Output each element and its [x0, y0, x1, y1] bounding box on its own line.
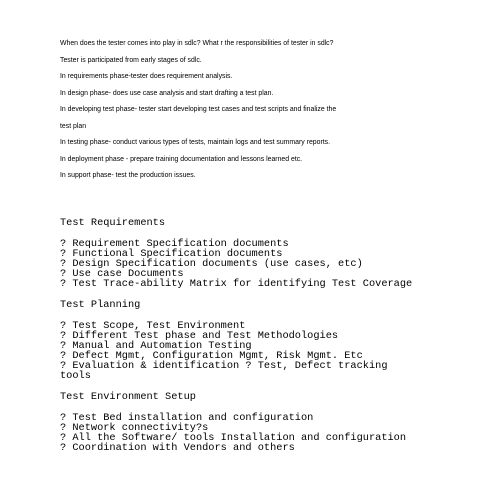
- question-line: When does the tester comes into play in sdlc? What r the responsibilities of tester in sdlc?: [60, 40, 334, 47]
- list-item: ? Test Trace-ability Matrix for identifying Test Coverage: [60, 278, 413, 290]
- list-item: ? Test Bed installation and configuration: [60, 412, 314, 424]
- section-heading-test-planning: Test Planning: [60, 299, 141, 311]
- list-item: ? Functional Specification documents: [60, 248, 283, 260]
- answer-line: In testing phase- conduct various types of tests, maintain logs and test summary reports.: [60, 139, 331, 146]
- list-item: ? Manual and Automation Testing: [60, 340, 252, 352]
- list-item: ? Network connectivity?s: [60, 422, 209, 434]
- list-item: ? Use case Documents: [60, 268, 184, 280]
- list-item: ? Defect Mgmt, Configuration Mgmt, Risk Mgmt. Etc: [60, 350, 363, 362]
- qa-text-block: [60, 40, 480, 189]
- answer-line: Tester is participated from early stages of sdlc.: [60, 56, 202, 64]
- list-item: ? Evaluation & identification ? Test, Defect tracking: [60, 360, 388, 372]
- list-item: ? Different Test phase and Test Methodologies: [60, 330, 339, 342]
- list-item: ? Test Scope, Test Environment: [60, 320, 246, 332]
- list-item: ? Coordination with Vendors and others: [60, 442, 295, 454]
- list-item: ? Design Specification documents (use cases, etc): [60, 258, 363, 270]
- section-heading-test-environment-setup: Test Environment Setup: [60, 391, 196, 403]
- answer-line: In deployment phase - prepare training documentation and lessons learned etc.: [60, 155, 303, 163]
- answer-line: test plan: [60, 122, 87, 130]
- test-outline-block: [60, 218, 490, 453]
- list-item-continuation: tools: [60, 370, 91, 382]
- answer-line: In requirements phase-tester does requirement analysis.: [60, 73, 233, 80]
- answer-line: In design phase- does use case analysis and start drafting a test plan.: [60, 89, 274, 97]
- section-heading-test-requirements: Test Requirements: [60, 217, 166, 229]
- answer-line: In support phase- test the production issues.: [60, 172, 196, 179]
- list-item: ? Requirement Specification documents: [60, 238, 289, 250]
- list-item: ? All the Software/ tools Installation and configuration: [60, 432, 407, 444]
- answer-line: In developing test phase- tester start developing test cases and test scripts and finalize the: [60, 106, 337, 113]
